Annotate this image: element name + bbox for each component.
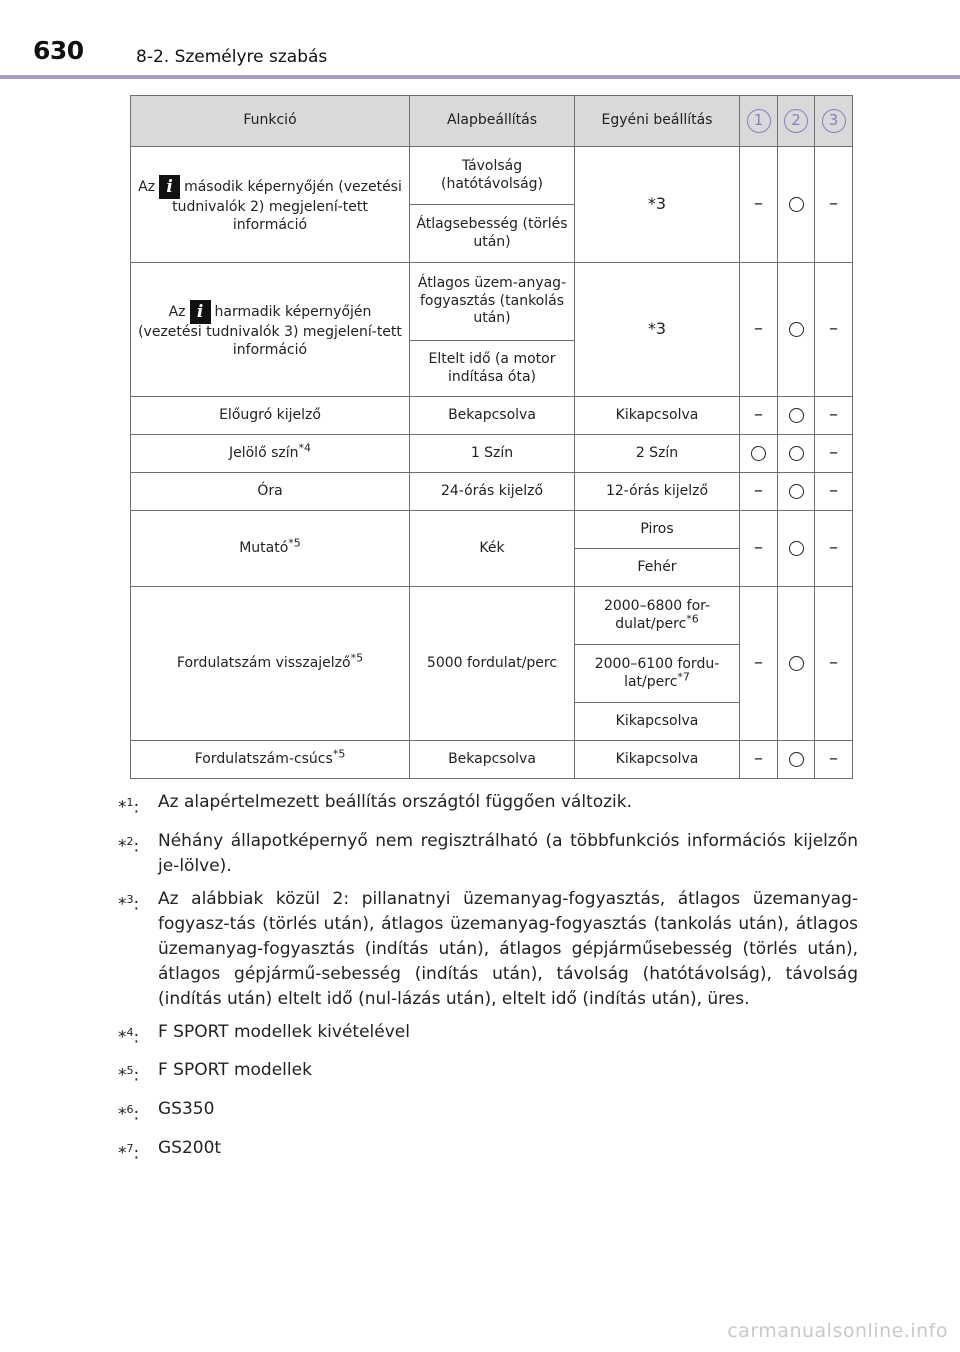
function-cell: Mutató$^{*5}$	[131, 511, 410, 587]
col-1-cell: –	[740, 511, 778, 587]
table-row	[131, 147, 853, 205]
table-row	[131, 435, 853, 473]
custom-cell: 2 Szín	[575, 435, 740, 473]
col-3-cell: –	[815, 147, 853, 263]
function-cell: Fordulatszám visszajelző$^{*5}$	[131, 587, 410, 741]
custom-cell: Kikapcsolva	[575, 741, 740, 779]
default-cell: 24-órás kijelző	[410, 473, 575, 511]
header-col-3	[815, 96, 853, 147]
footnote-item: *$^2$: Néhány állapotképernyő nem regisztrálható (a többfunkciós információs kijelzőn je-lölve).	[118, 830, 858, 876]
col-2-cell	[778, 587, 815, 741]
default-option-cell: Távolság (hatótávolság)	[410, 147, 575, 205]
footnotes	[118, 790, 858, 1174]
col-1-cell: –	[740, 473, 778, 511]
col-2-cell	[778, 741, 815, 779]
col-3-cell: –	[815, 435, 853, 473]
info-icon: i	[159, 175, 180, 199]
col-2-cell	[778, 511, 815, 587]
custom-cell: *3	[575, 147, 740, 263]
footnote-item: *$^1$: Az alapértelmezett beállítás országtól függően változik.	[118, 792, 633, 818]
custom-cell: *3	[575, 263, 740, 397]
default-cell: Bekapcsolva	[410, 741, 575, 779]
table-row	[131, 511, 853, 549]
col-3-cell: –	[815, 263, 853, 397]
col-3-cell: –	[815, 511, 853, 587]
col-2-cell	[778, 435, 815, 473]
header-custom: Egyéni beállítás	[575, 96, 740, 147]
settings-table	[130, 95, 853, 779]
circle-mark-icon	[789, 197, 804, 212]
col-2-cell	[778, 473, 815, 511]
function-cell: Óra	[131, 473, 410, 511]
col-3-cell: –	[815, 587, 853, 741]
header-divider	[0, 75, 960, 79]
footnote-item: *$^7$: GS200t	[118, 1137, 222, 1164]
col-3-cell: –	[815, 397, 853, 435]
circle-mark-icon	[789, 541, 804, 556]
function-cell: Az i második képernyőjén (vezetési tudnivalók 2) megjelení-tett információ	[131, 147, 410, 263]
default-cell: 1 Szín	[410, 435, 575, 473]
function-cell: Előugró kijelző	[131, 397, 410, 435]
custom-cell: Kikapcsolva	[575, 703, 740, 741]
circle-mark-icon	[789, 408, 804, 423]
col-1-cell: –	[740, 263, 778, 397]
function-cell: Az i harmadik képernyőjén (vezetési tudnivalók 3) megjelení-tett információ	[131, 263, 410, 397]
table-row	[131, 473, 853, 511]
col-3-cell: –	[815, 741, 853, 779]
default-cell: 5000 fordulat/perc	[410, 587, 575, 741]
custom-cell: 2000–6800 for-dulat/perc$^{*6}$	[575, 587, 740, 645]
col-1-cell: –	[740, 587, 778, 741]
header-function: Funkció	[131, 96, 410, 147]
table-row	[131, 263, 853, 341]
circled-number-3: 3	[822, 109, 846, 133]
col-1-cell: –	[740, 741, 778, 779]
table-row	[131, 741, 853, 779]
custom-cell: Piros	[575, 511, 740, 549]
col-1-cell	[740, 435, 778, 473]
function-cell: Jelölő szín$^{*4}$	[131, 435, 410, 473]
circled-number-1: 1	[747, 109, 771, 133]
circled-number-2: 2	[784, 109, 808, 133]
default-option-cell: Átlagos üzem-anyag-fogyasztás (tankolás után)	[410, 263, 575, 341]
col-2-cell	[778, 397, 815, 435]
watermark: carmanualsonline.info	[727, 1320, 948, 1342]
header-default: Alapbeállítás	[410, 96, 575, 147]
default-option-cell: Eltelt idő (a motor indítása óta)	[410, 341, 575, 397]
circle-mark-icon	[789, 446, 804, 461]
default-cell: Kék	[410, 511, 575, 587]
col-1-cell: –	[740, 147, 778, 263]
function-cell: Fordulatszám-csúcs$^{*5}$	[131, 741, 410, 779]
circle-mark-icon	[789, 656, 804, 671]
footnote-item: *$^6$: GS350	[118, 1098, 215, 1125]
table-row	[131, 587, 853, 645]
custom-cell: 2000–6100 fordu-lat/perc$^{*7}$	[575, 645, 740, 703]
footnote-item: *$^5$: F SPORT modellek	[118, 1060, 312, 1086]
default-cell: Bekapcsolva	[410, 397, 575, 435]
custom-cell: Kikapcsolva	[575, 397, 740, 435]
page-header	[0, 0, 960, 80]
circle-mark-icon	[789, 322, 804, 337]
info-icon: i	[190, 300, 211, 324]
header-col-2	[778, 96, 815, 147]
table-row	[131, 397, 853, 435]
col-1-cell: –	[740, 397, 778, 435]
default-option-cell: Átlagsebesség (törlés után)	[410, 205, 575, 263]
footnote-item: *$^3$: Az alábbiak közül 2: pillanatnyi üzemanyag-fogyasztás, átlagos üzemanyag-fogyasz-tás (törlés után), átlagos üzemanyag-fogyasztás (tankolás után), átlagos üzemanyag-fogyasztás (indítás után), átlagos gépjárműsebesség (törlés után), átlagos gépjármű-sebesség (indítás után), távolság (hatótávolság), távolság (indítás után) eltelt idő (nul-lázás után), eltelt idő (indítás után), üres.	[118, 888, 858, 1009]
page-number: 630	[33, 36, 84, 65]
custom-cell: 12-órás kijelző	[575, 473, 740, 511]
col-2-cell	[778, 147, 815, 263]
circle-mark-icon	[751, 446, 766, 461]
footnote-item: *$^4$: F SPORT modellek kivételével	[118, 1021, 410, 1048]
header-col-1	[740, 96, 778, 147]
custom-cell: Fehér	[575, 549, 740, 587]
col-2-cell	[778, 263, 815, 397]
circle-mark-icon	[789, 752, 804, 767]
col-3-cell: –	[815, 473, 853, 511]
section-title: 8-2. Személyre szabás	[136, 47, 328, 67]
table-header-row	[131, 96, 853, 147]
circle-mark-icon	[789, 484, 804, 499]
